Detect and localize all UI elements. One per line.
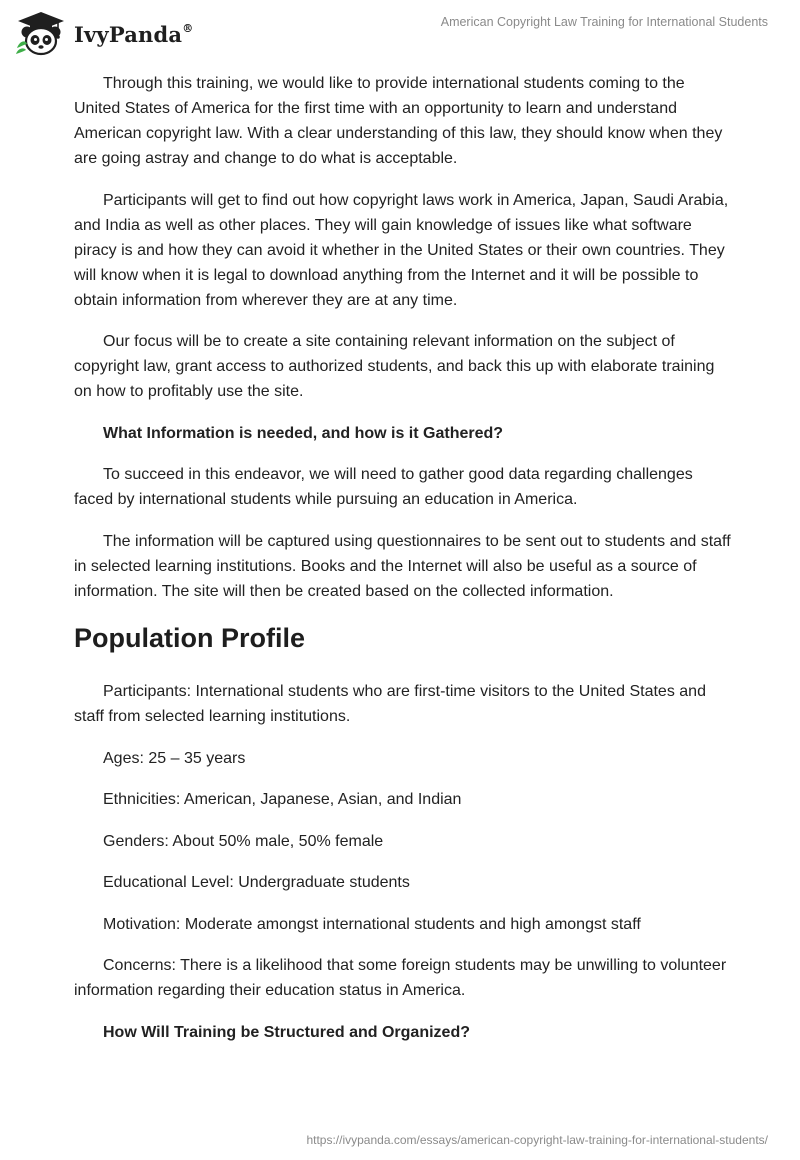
brand-name: IvyPanda® (74, 21, 194, 47)
subheading-training-structure: How Will Training be Structured and Organized? (103, 1023, 470, 1041)
paragraph-questionnaires: The information will be captured using questionnaires to be sent out to students and staff in selected learning institutions. Books and the Internet will also be useful as a source of information. The site will then be created based on the collected information. (74, 532, 731, 600)
profile-concerns: Concerns: There is a likelihood that some foreign students may be unwilling to volunteer information regarding their education status in America. (74, 957, 727, 999)
source-url-link[interactable]: https://ivypanda.com/essays/american-copyright-law-training-for-international-students/ (306, 1133, 768, 1147)
profile-ages: Ages: 25 – 35 years (103, 749, 246, 767)
profile-ethnicities: Ethnicities: American, Japanese, Asian, and Indian (103, 791, 462, 808)
profile-motivation: Motivation: Moderate amongst international students and high amongst staff (103, 915, 641, 933)
paragraph-data-gathering: To succeed in this endeavor, we will need to gather good data regarding challenges faced by international students while pursuing an education in America. (74, 466, 693, 508)
profile-participants: Participants: International students who are first-time visitors to the United States and staff from selected learning institutions. (74, 683, 706, 725)
panda-graduate-icon (14, 10, 68, 56)
paragraph-participants-learn: Participants will get to find out how copyright laws work in America, Japan, Saudi Arabia, and India as well as other places. They will gain knowledge of issues like what software piracy is and how they can avoid it whether in the United States or their own countries. They will know when it is legal to download anything from the Internet and it will be possible to obtain information from wherever they are at any time. (74, 191, 729, 309)
brand-logo[interactable] (14, 10, 193, 56)
page-header (0, 0, 800, 70)
profile-education: Educational Level: Undergraduate students (103, 874, 410, 891)
essay-body (74, 71, 734, 1061)
document-title: American Copyright Law Training for International Students (440, 15, 768, 29)
subheading-information: What Information is needed, and how is it Gathered? (103, 424, 504, 442)
section-heading-population-profile: Population Profile (74, 623, 306, 653)
paragraph-intro: Through this training, we would like to provide international students coming to the United States of America for the first time with an opportunity to learn and understand American copyright law. With a clear understanding of this law, they should know when they are going astray and change to do what is acceptable. (74, 75, 723, 167)
paragraph-focus: Our focus will be to create a site containing relevant information on the subject of copyright law, grant access to authorized students, and back this up with elaborate training on how to profitably use the site. (74, 333, 715, 400)
registered-mark: ® (182, 21, 194, 35)
profile-genders: Genders: About 50% male, 50% female (103, 832, 384, 850)
